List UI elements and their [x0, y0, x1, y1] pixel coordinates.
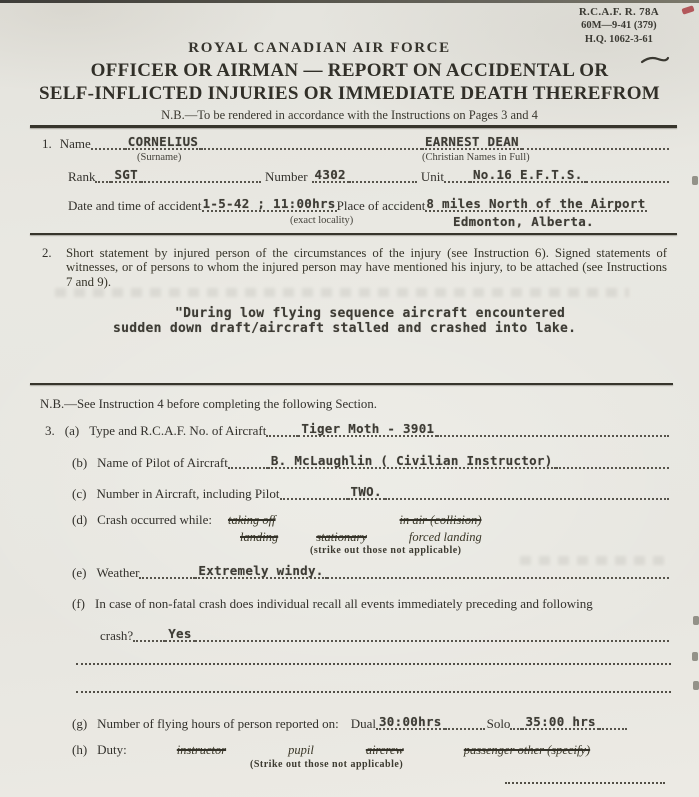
dot-leader	[586, 171, 669, 183]
number-label: Number	[264, 169, 308, 184]
option-passenger-other: passenger other (specify)	[463, 743, 591, 757]
place-value-line1: 8 miles North of the Airport	[426, 196, 646, 211]
place-caption: (exact locality)	[290, 215, 354, 226]
dot-leader	[444, 171, 470, 183]
red-pen-mark	[681, 5, 694, 14]
section1-accident-row	[68, 198, 671, 229]
option-pupil: pupil	[288, 743, 314, 757]
solo-label: Solo	[486, 716, 511, 731]
org-title: ROYAL CANADIAN AIR FORCE	[188, 40, 451, 56]
section1-number: 1.	[42, 136, 52, 151]
section3g-row	[72, 716, 665, 732]
section3f-answer-row	[100, 628, 669, 644]
section2-instruction: Short statement by injured person of the circumstances of the injury (see Instruction 6). Signed statements of witnesses, or of persons to whom the injured person may have mentioned his injury, to be attached (see Instructions 7 and 9).	[66, 246, 667, 289]
section1-name-row	[42, 136, 669, 165]
short-dotted-line	[505, 782, 665, 784]
recall-events-label: In case of non-fatal crash does individual recall all events immediately preceding and following	[95, 596, 593, 611]
item-g-tag: (g)	[72, 716, 88, 731]
horizontal-rule	[30, 125, 677, 128]
crash-occurred-label: Crash occurred while:	[97, 512, 212, 527]
dot-leader	[201, 138, 422, 150]
form-title-line2: SELF-INFLICTED INJURIES OR IMMEDIATE DEATH THEREFROM	[38, 83, 661, 104]
statement-line1: "During low flying sequence aircraft encountered	[175, 306, 566, 321]
dot-leader	[599, 718, 627, 730]
section2-number: 2.	[42, 246, 52, 260]
item-f-tag: (f)	[72, 596, 85, 611]
section3-number: 3.	[45, 423, 55, 438]
option-in-air-collision: in air (collision)	[399, 513, 482, 527]
dot-leader	[556, 457, 669, 469]
weather-value: Extremely windy.	[195, 565, 326, 579]
duty-label: Duty:	[97, 742, 127, 757]
dot-leader	[280, 488, 348, 500]
bleed-through	[55, 288, 629, 297]
dual-label: Dual	[350, 716, 376, 731]
dot-leader	[228, 457, 268, 469]
unit-label: Unit	[420, 169, 444, 184]
place-label: Place of accident	[336, 198, 426, 213]
option-taking-off: taking off	[227, 513, 276, 527]
form-title-line1: OFFICER OR AIRMAN — REPORT ON ACCIDENTAL OR	[90, 60, 609, 81]
solo-hours-value: 35:00 hrs	[522, 716, 598, 730]
option-forced-landing: forced landing	[408, 530, 482, 544]
dot-leader	[522, 138, 669, 150]
statement-line2: sudden down draft/aircraft stalled and crashed into lake.	[113, 321, 577, 336]
section3a-row	[45, 423, 669, 439]
dual-hours-value: 30:00hrs	[376, 716, 445, 730]
option-instructor: instructor	[176, 743, 227, 757]
strike-out-note: (Strike out those not applicable)	[250, 759, 404, 770]
number-in-aircraft-value: TWO.	[348, 486, 385, 500]
dot-leader	[95, 171, 111, 183]
rank-value: SGT	[111, 169, 140, 183]
dot-leader	[195, 630, 669, 642]
item-a-tag: (a)	[64, 423, 80, 438]
option-aircrew: aircrew	[365, 743, 404, 757]
dot-leader	[327, 567, 669, 579]
item-c-tag: (c)	[72, 486, 87, 501]
blank-answer-line	[76, 691, 671, 693]
section2-block	[42, 246, 667, 289]
item-b-tag: (b)	[72, 455, 88, 470]
pilot-name-label: Name of Pilot of Aircraft	[97, 455, 228, 470]
section3c-row	[72, 486, 669, 502]
scan-edge-artifact	[693, 681, 699, 690]
scan-edge-artifact	[693, 616, 699, 625]
bleed-through	[520, 556, 669, 565]
service-number-value: 4302	[312, 169, 349, 183]
surname-value: CORNELIUS	[125, 136, 201, 150]
blank-answer-line	[76, 663, 671, 665]
option-landing: landing	[240, 530, 279, 544]
dot-leader	[437, 425, 669, 437]
dot-leader	[510, 718, 522, 730]
dot-leader	[91, 138, 125, 150]
dot-leader	[133, 630, 165, 642]
flying-hours-label: Number of flying hours of person reported on:	[97, 716, 339, 731]
form-number: R.C.A.F. R. 78A	[578, 6, 659, 18]
recall-answer-value: Yes	[165, 628, 194, 642]
dot-leader	[141, 171, 261, 183]
scan-edge	[0, 0, 699, 3]
nb-instruction: N.B.—To be rendered in accordance with the Instructions on Pages 3 and 4	[161, 108, 538, 122]
section3b-row	[72, 455, 669, 471]
item-d-tag: (d)	[72, 512, 88, 527]
item-h-tag: (h)	[72, 742, 88, 757]
place-value-line2: Edmonton, Alberta.	[453, 214, 594, 229]
form-hq-code: H.Q. 1062-3-61	[584, 33, 653, 45]
datetime-label: Date and time of accident	[68, 198, 202, 213]
christian-names-caption: (Christian Names in Full)	[422, 152, 530, 163]
section1-rank-row	[68, 169, 669, 185]
horizontal-rule	[30, 233, 677, 235]
section3d-block	[72, 512, 669, 556]
horizontal-rule	[30, 383, 673, 385]
dot-leader	[445, 718, 485, 730]
section3e-row	[72, 565, 669, 581]
aircraft-type-label: Type and R.C.A.F. No. of Aircraft	[89, 423, 267, 438]
datetime-value: 1-5-42 ; 11:00hrs	[202, 196, 336, 211]
rank-label: Rank	[68, 169, 96, 184]
strike-out-note: (strike out those not applicable)	[310, 545, 462, 556]
section3f-row	[72, 596, 669, 612]
aircraft-type-value: Tiger Moth - 3901	[298, 423, 437, 437]
scan-edge-artifact	[692, 652, 698, 661]
surname-caption: (Surname)	[137, 152, 182, 163]
nb2-instruction: N.B.—See Instruction 4 before completing the following Section.	[40, 397, 377, 411]
scan-edge-artifact	[692, 176, 698, 185]
christian-names-value: EARNEST DEAN	[422, 136, 522, 150]
weather-label: Weather	[96, 565, 140, 580]
name-label: Name	[59, 136, 91, 151]
form-print-code: 60M—9-41 (379)	[581, 20, 657, 32]
unit-value: No.16 E.F.T.S.	[470, 169, 586, 183]
dot-leader	[385, 488, 669, 500]
number-in-aircraft-label: Number in Aircraft, including Pilot	[96, 486, 280, 501]
crash-question-label: crash?	[100, 628, 134, 643]
option-stationary: stationary	[316, 530, 367, 544]
item-e-tag: (e)	[72, 565, 87, 580]
pilot-name-value: B. McLaughlin ( Civilian Instructor)	[268, 455, 556, 469]
dot-leader	[349, 171, 417, 183]
dot-leader	[266, 425, 298, 437]
section3h-block	[72, 742, 669, 770]
dot-leader	[139, 567, 195, 579]
